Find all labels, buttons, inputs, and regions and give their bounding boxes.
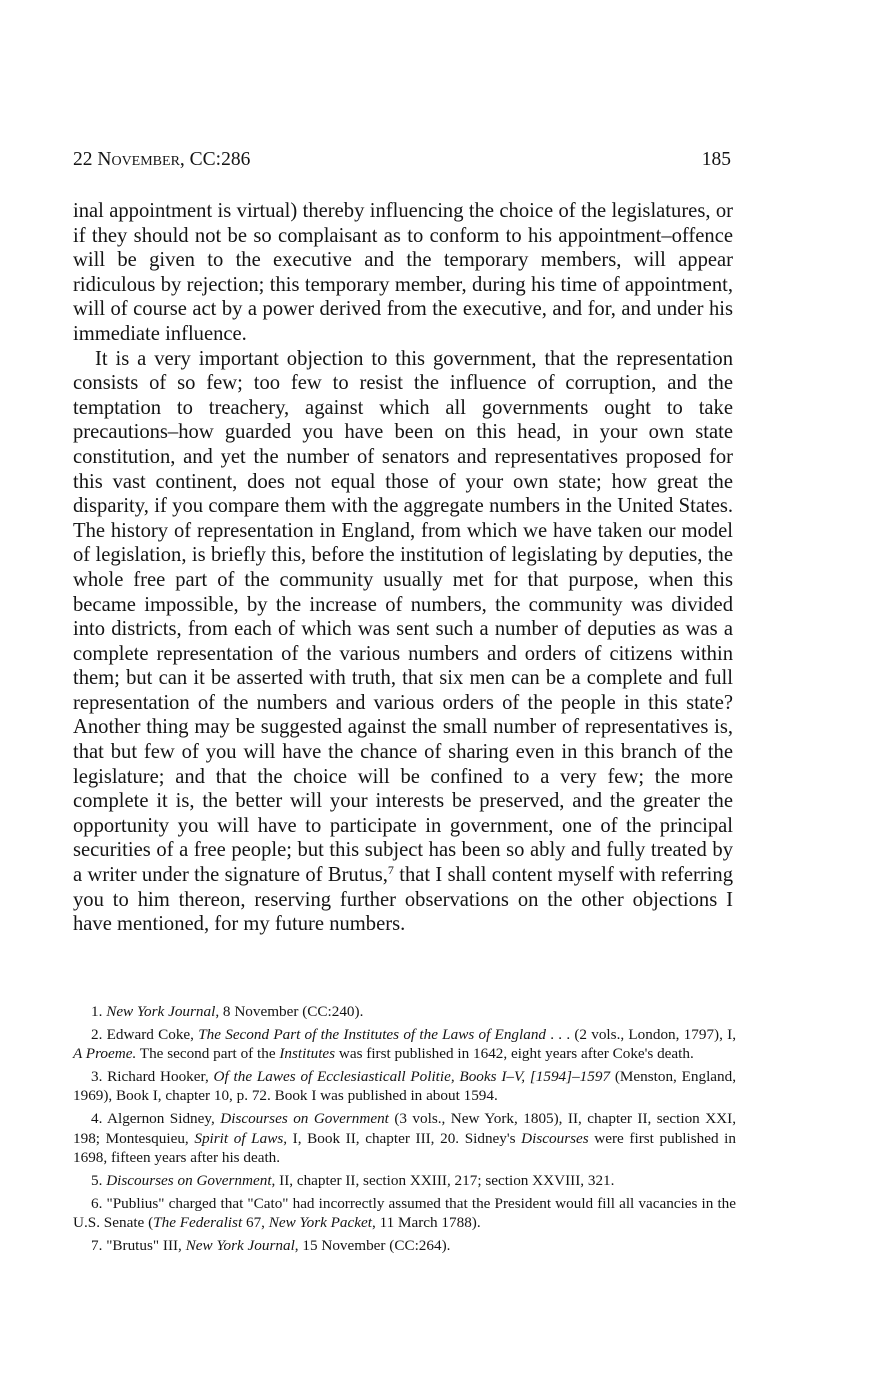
footnote-italic: New York Packet	[268, 1214, 372, 1232]
footnote-text: Edward Coke,	[106, 1025, 199, 1043]
footnote-text: "Brutus" III,	[106, 1236, 186, 1254]
footnote-text: . . . (2 vols., London, 1797), I,	[546, 1025, 737, 1043]
footnote-italic: A Proeme.	[73, 1045, 137, 1063]
footnote-number: 1.	[91, 1003, 107, 1020]
footnote-italic: Institutes	[279, 1045, 336, 1063]
footnote-5	[73, 1171, 736, 1190]
footnote-2	[73, 1025, 736, 1064]
footnote-italic: The Second Part of the Institutes of the Laws of England	[198, 1025, 547, 1043]
footnote-text: , II, chapter II, section XXIII, 217; section XXVIII, 321.	[271, 1171, 615, 1189]
footnote-4	[73, 1109, 736, 1167]
footnote-number: 7.	[91, 1236, 107, 1254]
footnote-italic: Discourses on Government	[220, 1110, 389, 1128]
footnote-text: (3 vols., New York, 1805), II, chapter II, section XXI, 198; Montesquieu,	[73, 1110, 737, 1147]
header-date-ref	[73, 148, 250, 172]
footnote-text: , 11 March 1788).	[371, 1214, 481, 1232]
body-text	[73, 199, 733, 937]
footnote-6	[73, 1194, 736, 1233]
paragraph-2	[73, 347, 733, 937]
footnote-number: 5.	[91, 1171, 107, 1189]
footnote-italic: Discourses	[521, 1129, 589, 1147]
footnote-number: 3.	[91, 1068, 108, 1085]
footnote-7	[73, 1236, 736, 1255]
footnotes	[73, 1002, 736, 1259]
footnote-italic: New York Journal	[106, 1003, 216, 1020]
footnote-number: 4.	[91, 1110, 107, 1128]
footnote-text: 67,	[242, 1214, 269, 1232]
header-day: 22	[73, 149, 98, 170]
footnote-number: 2.	[91, 1025, 107, 1043]
header-ref: , CC:286	[179, 149, 251, 170]
footnote-text: The second part of the	[136, 1045, 280, 1063]
page-number: 185	[701, 149, 731, 170]
footnote-text: , 15 November (CC:264).	[294, 1236, 451, 1254]
footnote-italic: Of the Lawes of Ecclesiasticall Politie, Books I–V, [1594]–1597	[213, 1068, 611, 1085]
header-month: November	[97, 149, 180, 170]
footnote-3	[73, 1067, 736, 1106]
footnote-text: , 8 November (CC:240).	[215, 1003, 364, 1020]
footnote-text: (Menston, England, 1969), Book I, chapter 10, p. 72. Book I was published in about 1594.	[73, 1068, 737, 1105]
footnote-1	[73, 1002, 736, 1021]
footnote-text: was first published in 1642, eight years after Coke's death.	[335, 1045, 694, 1063]
footnote-number: 6.	[91, 1194, 107, 1212]
footnote-italic: The Federalist	[153, 1214, 243, 1232]
paragraph-1: inal appointment is virtual) thereby influencing the choice of the legislatures, or if they should not be so complaisant as to conform to his appointment–offence will be given to the executive and the temporary members, will appear ridiculous by rejection; this temporary member, during his time of appointment, will of course act by a power derived from the executive, and for, and under his immediate influence.	[73, 200, 733, 345]
footnote-text: Richard Hooker,	[107, 1068, 214, 1085]
footnote-ref-7: 7	[387, 863, 394, 878]
footnote-text: "Publius" charged that "Cato" had incorrectly assumed that the President would fill all vacancies in the U.S. Senate (	[73, 1194, 736, 1232]
footnote-italic: Spirit of Laws	[194, 1129, 284, 1147]
footnote-text: , I, Book II, chapter III, 20. Sidney's	[283, 1129, 522, 1147]
paragraph-2-part-b: that I shall content myself with referring you to him thereon, reserving further observations on the other objections I have mentioned, for my future numbers.	[73, 864, 734, 936]
footnote-italic: Discourses on Government	[106, 1171, 272, 1189]
paragraph-2-part-a: It is a very important objection to this government, that the representation consists of so few; too few to resist the influence of corruption, and the temptation to treachery, against which all governments ought to take precautions–how guarded you have been on this head, in your own state constitution, and yet the number of senators and representatives proposed for this vast continent, does not equal those of your own state; how great the disparity, if you compare them with the aggregate numbers in the United States. The history of representation in England, from which we have taken our model of legislation, is briefly this, before the institution of legislating by deputies, the whole free part of the community usually met for that purpose, when this became impossible, by the increase of numbers, the community was divided into districts, from each of which was sent such a number of deputies as was a complete representation of the various numbers and orders of citizens within them; but can it be asserted with truth, that six men can be a complete and full representation of the numbers and various orders of the people in this state? Another thing may be suggested against the small number of representatives is, that but few of you will have the chance of sharing even in this branch of the legislature; and that the choice will be confined to a very few; the more complete it is, the better will your interests be preserved, and the greater the opportunity you will have to participate in government, one of the principal securities of a free people; but this subject has been so ably and fully treated by a writer under the signature of Brutus,	[73, 347, 733, 887]
footnote-italic: New York Journal	[185, 1236, 295, 1254]
footnote-text: were first published in 1698, fifteen years after his death.	[73, 1129, 736, 1167]
footnote-text: Algernon Sidney,	[107, 1110, 221, 1128]
